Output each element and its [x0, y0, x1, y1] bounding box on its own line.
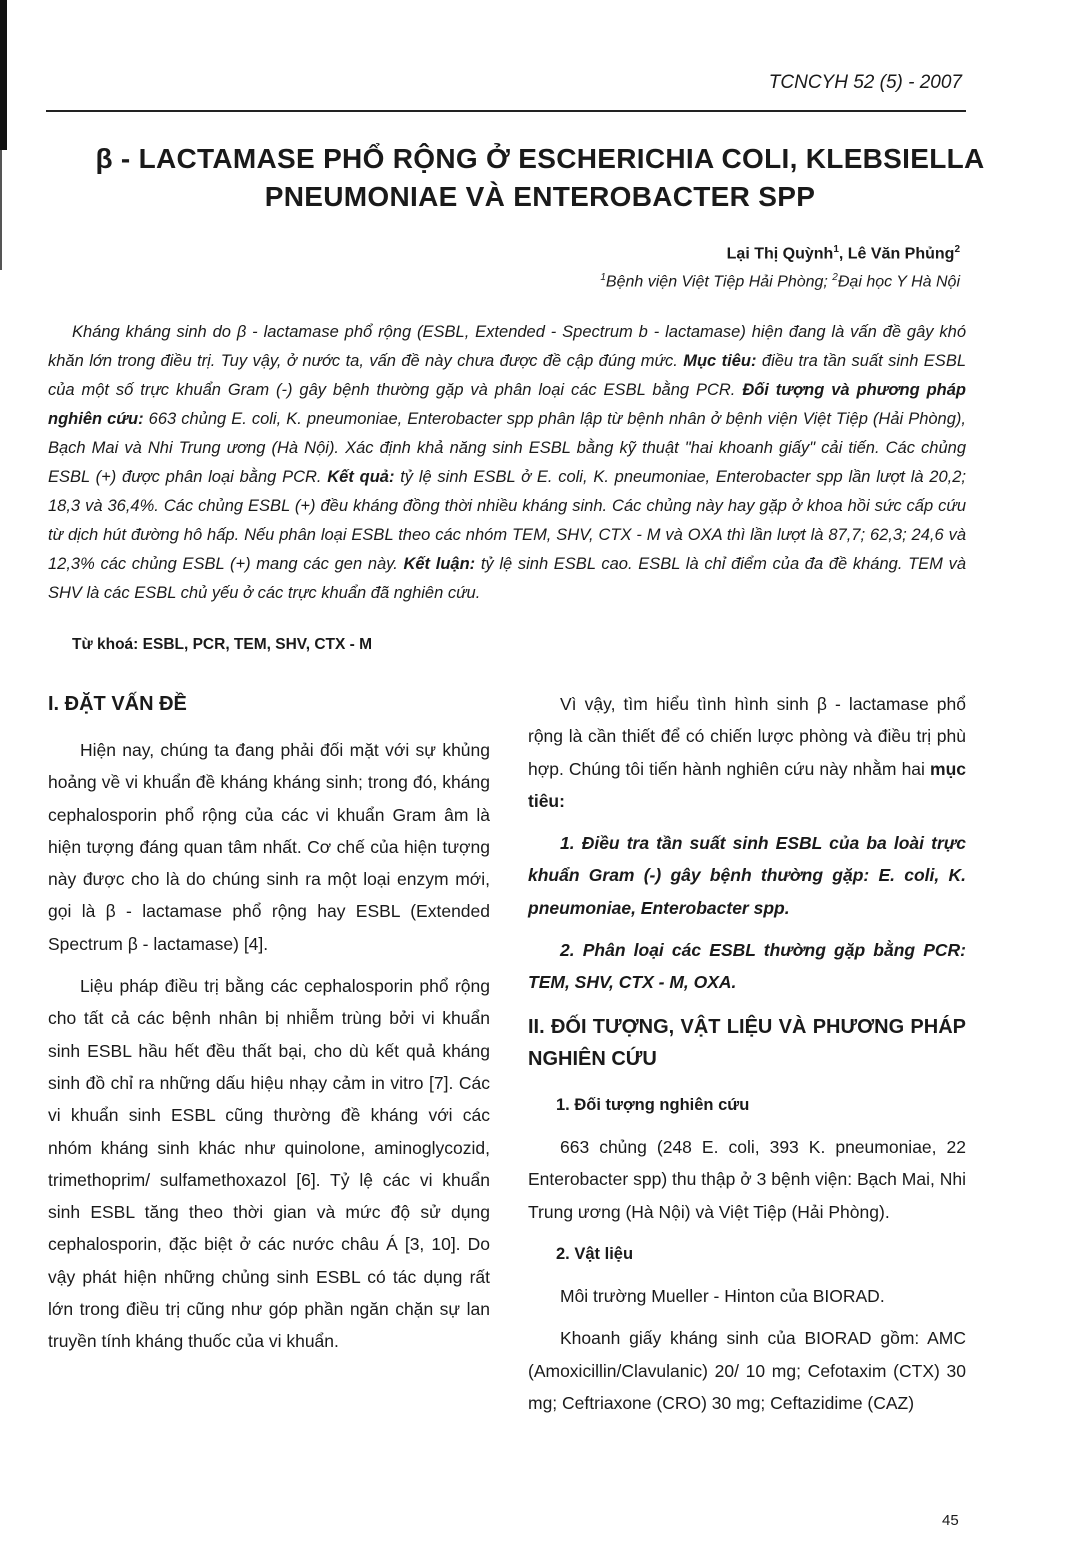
page-number: 45 — [942, 1512, 959, 1529]
abstract-text: điều tra tần suất sinh ESBL của một số trực khuẩn Gram (-) gây bệnh thường gặp và phân loại các ESBL bằng PCR. — [48, 352, 966, 399]
text: Vì vậy, tìm hiểu tình hình sinh β - lactamase phổ rộng là cần thiết để có chiến lược phòng và điều trị phù hợp. Chúng tôi tiến hành nghiên cứu này nhằm hai — [528, 694, 966, 779]
paragraph: Khoanh giấy kháng sinh của BIORAD gồm: AMC (Amoxicillin/Clavulanic) 20/ 10 mg; Cefotaxim (CTX) 30 mg; Ceftriaxone (CRO) 30 mg; Ceftazidime (CAZ) — [528, 1328, 966, 1414]
abstract-text: tỷ lệ sinh ESBL ở E. coli, K. pneumoniae, Enterobacter spp lần lượt là 20,2; 18,3 và 36,4%. Các chủng ESBL (+) đều kháng đồng thời nhiều kháng sinh. Các chủng này hay gặp ở khoa hồi sức cấp cứu từ dịch hút đường hô hấp. Nếu phân loại ESBL theo các nhóm TEM, SHV, CTX - M và OXA thì lần lượt là 87,7; 62,3; 24,6 và 12,3% các chủng ESBL (+) mang các gen này. — [48, 468, 966, 573]
paragraph: 663 chủng (248 E. coli, 393 K. pneumoniae, 22 Enterobacter spp) thu thập ở 3 bệnh viện: Bạch Mai, Nhi Trung ương (Hà Nội) và Việt Tiệp (Hải Phòng). — [528, 1136, 966, 1222]
section-heading: I. ĐẶT VẤN ĐỀ — [48, 693, 187, 715]
right-column — [528, 688, 966, 1429]
objective: 2. Phân loại các ESBL thường gặp bằng PCR: TEM, SHV, CTX - M, OXA. — [528, 940, 966, 993]
affil-sup: 2 — [832, 272, 838, 283]
affil-sup: 1 — [600, 272, 606, 283]
abstract — [48, 318, 966, 608]
sep: , — [838, 245, 848, 263]
abstract-label: Kết quả: — [327, 468, 395, 486]
article-title — [60, 140, 1020, 216]
scan-edge — [0, 150, 2, 270]
paragraph: Môi trường Mueller - Hinton của BIORAD. — [560, 1286, 885, 1307]
bold-text: mục tiêu: — [528, 758, 966, 811]
abstract-text: Kháng kháng sinh do β - lactamase phổ rộng (ESBL, Extended - Spectrum b - lactamase) hiện đang là vấn đề gây khó khăn lớn trong điều trị. Tuy vậy, ở nước ta, vấn đề này chưa được đề cập đúng mức. — [48, 323, 966, 370]
journal-header: TCNCYH 52 (5) - 2007 — [768, 72, 962, 93]
header-rule — [46, 110, 966, 112]
abstract-label: Kết luận: — [403, 555, 476, 573]
affiliations — [600, 272, 960, 291]
paragraph — [528, 688, 966, 817]
paragraph: Liệu pháp điều trị bằng các cephalosporin phổ rộng cho tất cả các bệnh nhân bị nhiễm trùng bởi vi khuẩn sinh ESBL hầu hết đều thất bại, cho dù kết quả kháng sinh đồ chỉ ra những dấu hiệu nhạy cảm in vitro [7]. Các vi khuẩn sinh ESBL cũng thường đề kháng với các nhóm kháng sinh khác như quinolone, aminoglycozid, trimethoprim/ sulfamethoxazol [6]. Tỷ lệ các vi khuẩn sinh ESBL tăng theo thời gian và mức độ sử dụng cephalosporin, đặc biệt ở các nước châu Á [3, 10]. Do vậy phát hiện những chủng sinh ESBL có tác dụng rất lớn trong điều trị cũng như góp phần ngăn chặn sự lan truyền tính kháng thuốc của vi khuẩn. — [48, 976, 490, 1352]
author-sup: 2 — [954, 244, 960, 255]
paragraph: Hiện nay, chúng ta đang phải đối mặt với sự khủng hoảng về vi khuẩn đề kháng kháng sinh; trong đó, kháng cephalosporin phổ rộng của các vi khuẩn Gram âm là hiện tượng đáng quan tâm nhất. Cơ chế của hiện tượng này được cho là do chúng sinh ra một loại enzym mới, gọi là β - lactamase phổ rộng hay ESBL (Extended Spectrum β - lactamase) [4]. — [48, 740, 490, 954]
keywords: Từ khoá: ESBL, PCR, TEM, SHV, CTX - M — [72, 636, 373, 653]
title-line: β - LACTAMASE PHỔ RỘNG Ở ESCHERICHIA COLI, KLEBSIELLA — [95, 143, 985, 174]
abstract-label: Đối tượng và phương pháp nghiên cứu: — [48, 381, 966, 428]
subsection-heading: 2. Vật liệu — [556, 1244, 634, 1263]
authors — [727, 244, 960, 263]
abstract-label: Mục tiêu: — [683, 352, 757, 370]
objective: 1. Điều tra tần suất sinh ESBL của ba loài trực khuẩn Gram (-) gây bệnh thường gặp: E. coli, K. pneumoniae, Enterobacter spp. — [528, 833, 966, 918]
affiliation: Bệnh viện Việt Tiệp Hải Phòng; — [605, 273, 833, 291]
scan-edge — [0, 0, 7, 150]
left-column — [48, 688, 490, 1368]
title-line: PNEUMONIAE VÀ ENTEROBACTER SPP — [264, 181, 816, 212]
subsection-heading: 1. Đối tượng nghiên cứu — [556, 1095, 750, 1114]
abstract-text: 663 chủng E. coli, K. pneumoniae, Enterobacter spp phân lập từ bệnh nhân ở bệnh viện Việt Tiệp (Hải Phòng), Bạch Mai và Nhi Trung ương (Hà Nội). Xác định khả năng sinh ESBL bằng kỹ thuật "hai khoanh giấy" cải tiến. Các chủng ESBL (+) được phân loại bằng PCR. — [48, 410, 966, 486]
author: Lại Thị Quỳnh — [726, 245, 834, 263]
abstract-text: tỷ lệ sinh ESBL cao. ESBL là chỉ điểm của đa đề kháng. TEM và SHV là các ESBL chủ yếu ở các trực khuẩn đã nghiên cứu. — [48, 555, 967, 602]
affiliation: Đại học Y Hà Nội — [837, 273, 960, 291]
author: Lê Văn Phủng — [847, 245, 955, 263]
section-heading: II. ĐỐI TƯỢNG, VẬT LIỆU VÀ PHƯƠNG PHÁP NGHIÊN CỨU — [528, 1015, 966, 1070]
author-sup: 1 — [833, 244, 839, 255]
